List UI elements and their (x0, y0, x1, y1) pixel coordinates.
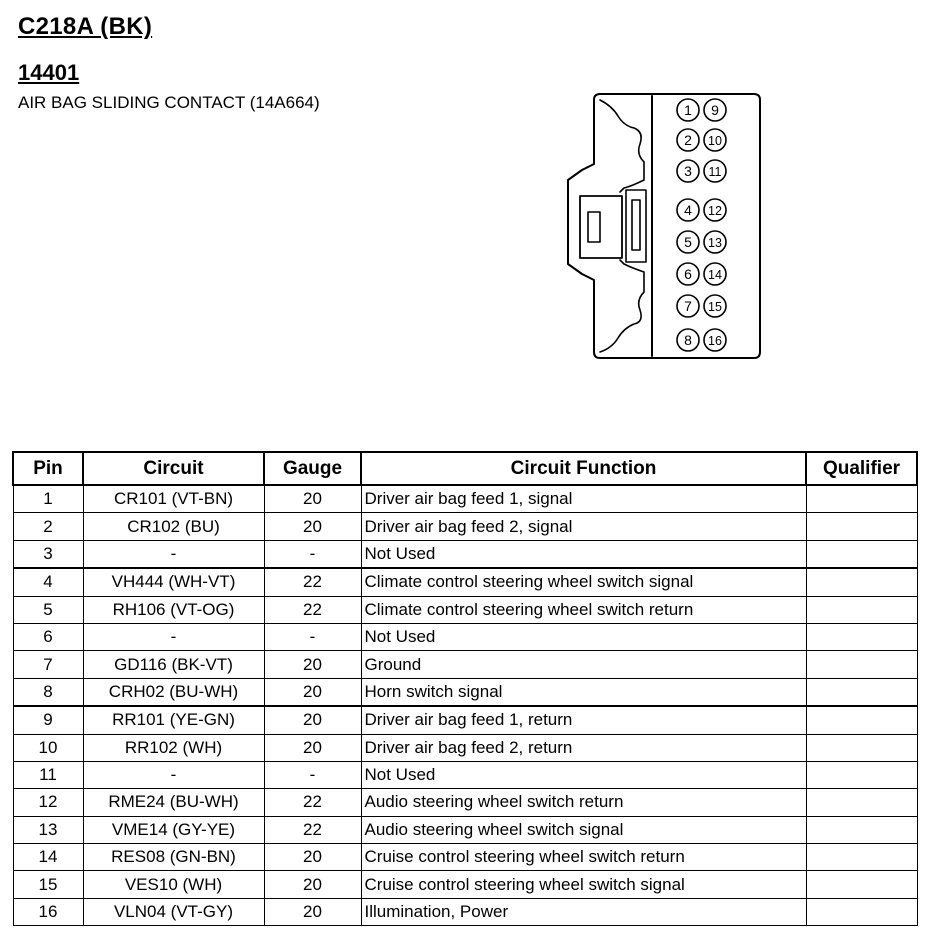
gauge-cell: 20 (264, 844, 361, 871)
circuit-cell: VME14 (GY-YE) (83, 816, 264, 843)
pin-number-label: 4 (684, 202, 692, 218)
function-cell: Not Used (361, 540, 806, 568)
function-cell: Driver air bag feed 2, return (361, 734, 806, 761)
gauge-cell: - (264, 761, 361, 788)
circuit-cell: RES08 (GN-BN) (83, 844, 264, 871)
function-cell: Climate control steering wheel switch signal (361, 568, 806, 596)
table-row (13, 651, 917, 678)
circuit-cell: RH106 (VT-OG) (83, 596, 264, 623)
circuit-cell: RR102 (WH) (83, 734, 264, 761)
qualifier-cell (806, 596, 917, 623)
gauge-cell: 20 (264, 485, 361, 513)
connector-face-diagram (560, 88, 770, 364)
pin-number-label: 10 (708, 134, 722, 148)
pin-cell: 13 (13, 816, 83, 843)
table-row (13, 596, 917, 623)
table-row (13, 844, 917, 871)
connector-description: AIR BAG SLIDING CONTACT (14A664) (18, 93, 320, 112)
gauge-cell: 20 (264, 513, 361, 540)
pin-cell: 9 (13, 706, 83, 734)
qualifier-cell (806, 568, 917, 596)
pin-number-label: 3 (684, 163, 692, 179)
table-row (13, 568, 917, 596)
connector-latch-tab (588, 212, 600, 242)
pin-cell: 3 (13, 540, 83, 568)
pin-number-label: 2 (684, 132, 692, 148)
pin-number-label: 5 (684, 234, 692, 250)
pin-cell: 7 (13, 651, 83, 678)
pin-number-label: 14 (708, 268, 722, 282)
pin-cell: 6 (13, 623, 83, 650)
circuit-cell: - (83, 623, 264, 650)
pin-cell: 4 (13, 568, 83, 596)
circuit-cell: CR101 (VT-BN) (83, 485, 264, 513)
qualifier-cell (806, 898, 917, 925)
qualifier-cell (806, 513, 917, 540)
function-cell: Audio steering wheel switch signal (361, 816, 806, 843)
function-cell: Cruise control steering wheel switch return (361, 844, 806, 871)
qualifier-cell (806, 485, 917, 513)
function-cell: Not Used (361, 623, 806, 650)
pin-number-label: 6 (684, 266, 692, 282)
gauge-cell: 20 (264, 678, 361, 706)
qualifier-cell (806, 789, 917, 816)
header-gauge: Gauge (264, 452, 361, 485)
qualifier-cell (806, 678, 917, 706)
pin-number-label: 9 (711, 102, 719, 118)
qualifier-cell (806, 816, 917, 843)
gauge-cell: - (264, 623, 361, 650)
function-cell: Climate control steering wheel switch return (361, 596, 806, 623)
circuit-cell: VLN04 (VT-GY) (83, 898, 264, 925)
header-circuit-function: Circuit Function (361, 452, 806, 485)
function-cell: Illumination, Power (361, 898, 806, 925)
pin-cell: 8 (13, 678, 83, 706)
pin-number-label: 15 (708, 300, 722, 314)
circuit-cell: VES10 (WH) (83, 871, 264, 898)
connector-title: C218A (BK) (18, 13, 153, 40)
pin-cell: 16 (13, 898, 83, 925)
circuit-cell: RR101 (YE-GN) (83, 706, 264, 734)
circuit-cell: CRH02 (BU-WH) (83, 678, 264, 706)
pin-number-label: 13 (708, 236, 722, 250)
pin-cell: 14 (13, 844, 83, 871)
header-pin: Pin (13, 452, 83, 485)
function-cell: Driver air bag feed 2, signal (361, 513, 806, 540)
pin-cell: 2 (13, 513, 83, 540)
table-row (13, 871, 917, 898)
function-cell: Cruise control steering wheel switch signal (361, 871, 806, 898)
gauge-cell: 20 (264, 734, 361, 761)
table-row (13, 485, 917, 513)
gauge-cell: 20 (264, 871, 361, 898)
function-cell: Audio steering wheel switch return (361, 789, 806, 816)
table-row (13, 540, 917, 568)
qualifier-cell (806, 540, 917, 568)
pin-number-label: 7 (684, 298, 692, 314)
connector-latch (580, 196, 622, 258)
table-row (13, 761, 917, 788)
table-row (13, 678, 917, 706)
connector-pins (677, 99, 726, 351)
gauge-cell: 22 (264, 816, 361, 843)
function-cell: Driver air bag feed 1, return (361, 706, 806, 734)
pin-cell: 12 (13, 789, 83, 816)
gauge-cell: 20 (264, 706, 361, 734)
pin-number-label: 16 (708, 334, 722, 348)
function-cell: Driver air bag feed 1, signal (361, 485, 806, 513)
table-row (13, 734, 917, 761)
circuit-cell: GD116 (BK-VT) (83, 651, 264, 678)
pin-number-label: 1 (684, 102, 692, 118)
circuit-cell: RME24 (BU-WH) (83, 789, 264, 816)
connector-housing-outline (568, 94, 760, 358)
gauge-cell: 20 (264, 898, 361, 925)
pinout-rows (13, 485, 917, 926)
pin-number-label: 11 (708, 165, 722, 179)
connector-latch-bar (632, 200, 640, 250)
pin-cell: 11 (13, 761, 83, 788)
gauge-cell: 22 (264, 789, 361, 816)
gauge-cell: 20 (264, 651, 361, 678)
circuit-cell: CR102 (BU) (83, 513, 264, 540)
gauge-cell: 22 (264, 568, 361, 596)
header-circuit: Circuit (83, 452, 264, 485)
qualifier-cell (806, 734, 917, 761)
function-cell: Ground (361, 651, 806, 678)
pinout-table (12, 451, 918, 926)
gauge-cell: - (264, 540, 361, 568)
qualifier-cell (806, 651, 917, 678)
table-row (13, 898, 917, 925)
gauge-cell: 22 (264, 596, 361, 623)
pin-cell: 5 (13, 596, 83, 623)
function-cell: Horn switch signal (361, 678, 806, 706)
qualifier-cell (806, 623, 917, 650)
function-cell: Not Used (361, 761, 806, 788)
circuit-cell: - (83, 540, 264, 568)
table-row (13, 816, 917, 843)
qualifier-cell (806, 871, 917, 898)
qualifier-cell (806, 761, 917, 788)
part-number: 14401 (18, 60, 80, 85)
pin-number-label: 12 (708, 204, 722, 218)
table-row (13, 623, 917, 650)
table-header-row (13, 452, 917, 485)
table-row (13, 513, 917, 540)
pin-cell: 1 (13, 485, 83, 513)
circuit-cell: VH444 (WH-VT) (83, 568, 264, 596)
pin-cell: 10 (13, 734, 83, 761)
pin-cell: 15 (13, 871, 83, 898)
qualifier-cell (806, 844, 917, 871)
qualifier-cell (806, 706, 917, 734)
header-qualifier: Qualifier (806, 452, 917, 485)
table-row (13, 789, 917, 816)
circuit-cell: - (83, 761, 264, 788)
table-row (13, 706, 917, 734)
pin-number-label: 8 (684, 332, 692, 348)
